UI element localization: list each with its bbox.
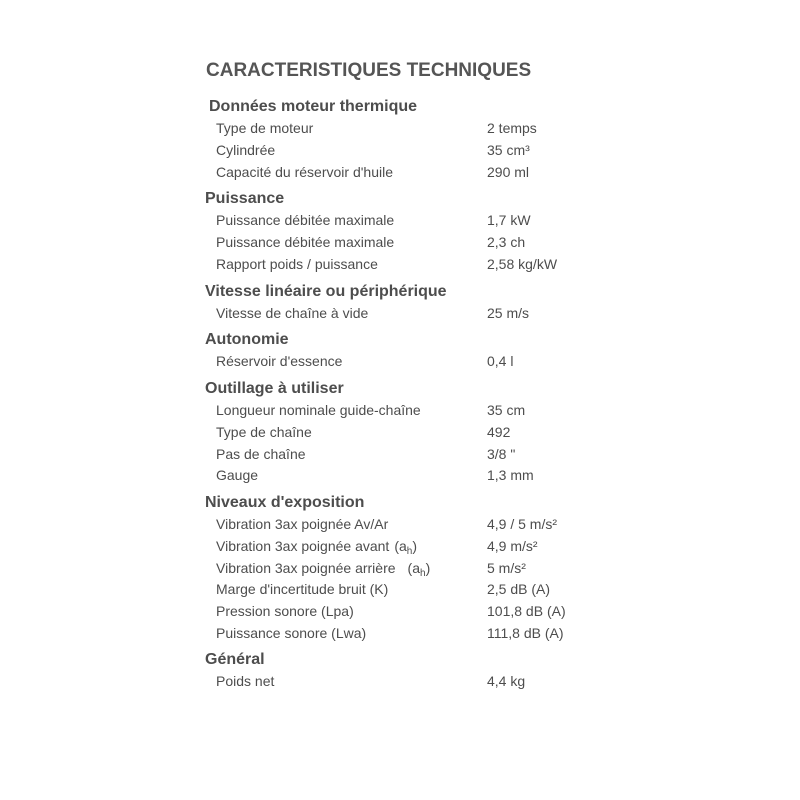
spec-label: Vitesse de chaîne à vide	[216, 305, 369, 321]
section-title: Niveaux d'exposition	[205, 494, 365, 511]
spec-value: 111,8 dB (A)	[487, 624, 564, 641]
spec-label: Longueur nominale guide-chaîne	[216, 402, 421, 418]
spec-value: 2,3 ch	[487, 233, 526, 250]
spec-value: 25 m/s	[487, 305, 530, 321]
spec-value: 3/8 "	[487, 445, 516, 462]
spec-row	[205, 536, 625, 558]
spec-label: Puissance sonore (Lwa)	[216, 624, 367, 641]
spec-row	[205, 601, 625, 623]
spec-label	[216, 558, 430, 582]
spec-label	[216, 536, 417, 560]
spec-row	[205, 254, 625, 276]
spec-row	[205, 671, 625, 693]
section-general	[205, 649, 625, 693]
page-title: CARACTERISTIQUES TECHNIQUES	[206, 60, 532, 81]
section-title: Général	[205, 651, 265, 668]
spec-label-symbol: $(a_h)$	[407, 559, 431, 579]
spec-row	[205, 465, 625, 487]
spec-label-symbol: $(a_h)$	[394, 537, 418, 557]
spec-value: 35 cm³	[487, 141, 530, 158]
spec-label: Pas de chaîne	[216, 445, 306, 462]
spec-value: 0,4 l	[487, 353, 514, 369]
symbol-subscript: h	[420, 567, 426, 579]
symbol-a: a	[412, 559, 420, 576]
spec-value: 4,4 kg	[487, 673, 526, 689]
symbol-a: a	[399, 537, 407, 554]
spec-value: 2,58 kg/kW	[487, 255, 558, 272]
spec-value: 2,5 dB (A)	[487, 581, 551, 598]
spec-value: 1,7 kW	[487, 212, 531, 228]
spec-label: Pression sonore (Lpa)	[216, 603, 354, 620]
spec-label: Capacité du réservoir d'huile	[216, 163, 393, 180]
spec-row	[205, 444, 625, 466]
spec-row	[205, 162, 625, 184]
spec-label: Marge d'incertitude bruit (K)	[216, 581, 389, 598]
spec-label: Cylindrée	[216, 141, 276, 158]
spec-row	[205, 579, 625, 601]
spec-value: 4,9 / 5 m/s²	[487, 516, 558, 532]
spec-row	[205, 400, 625, 422]
spec-row	[205, 232, 625, 254]
section-title: Puissance	[205, 190, 285, 207]
spec-row	[205, 303, 625, 325]
spec-label: Réservoir d'essence	[216, 353, 343, 369]
spec-row	[205, 422, 625, 444]
section-title: Outillage à utiliser	[205, 380, 344, 397]
section-engine	[205, 96, 625, 183]
spec-value: 101,8 dB (A)	[487, 603, 566, 620]
spec-row	[205, 514, 625, 536]
spec-value: 2 temps	[487, 120, 537, 136]
spec-value: 35 cm	[487, 402, 526, 418]
spec-label: Rapport poids / puissance	[216, 255, 378, 272]
spec-label: Vibration 3ax poignée Av/Ar	[216, 516, 389, 532]
spec-value: 492	[487, 423, 511, 440]
spec-label: Puissance débitée maximale	[216, 212, 395, 228]
section-tooling	[205, 378, 625, 487]
spec-label: Gauge	[216, 467, 259, 484]
spec-label-text: Vibration 3ax poignée arrière	[216, 559, 396, 576]
spec-label: Type de moteur	[216, 120, 314, 136]
spec-label: Poids net	[216, 673, 275, 689]
section-power	[205, 188, 625, 275]
spec-value: 290 ml	[487, 163, 530, 180]
symbol-subscript: h	[406, 545, 413, 557]
spec-label: Type de chaîne	[216, 423, 312, 440]
spec-row	[205, 623, 625, 645]
section-title: Données moteur thermique	[209, 98, 418, 115]
section-title: Vitesse linéaire ou périphérique	[205, 283, 447, 300]
spec-value: 1,3 mm	[487, 467, 534, 484]
section-autonomy	[205, 329, 625, 373]
spec-value: 5 m/s²	[487, 559, 526, 576]
spec-label-text: Vibration 3ax poignée avant	[216, 537, 390, 554]
spec-value: 4,9 m/s²	[487, 537, 538, 554]
spec-row	[205, 118, 625, 140]
spec-row	[205, 351, 625, 373]
section-exposure	[205, 492, 625, 645]
spec-label: Puissance débitée maximale	[216, 233, 395, 250]
spec-row	[205, 210, 625, 232]
spec-row	[205, 558, 625, 580]
section-title: Autonomie	[205, 331, 289, 348]
section-speed	[205, 281, 625, 325]
spec-row	[205, 140, 625, 162]
